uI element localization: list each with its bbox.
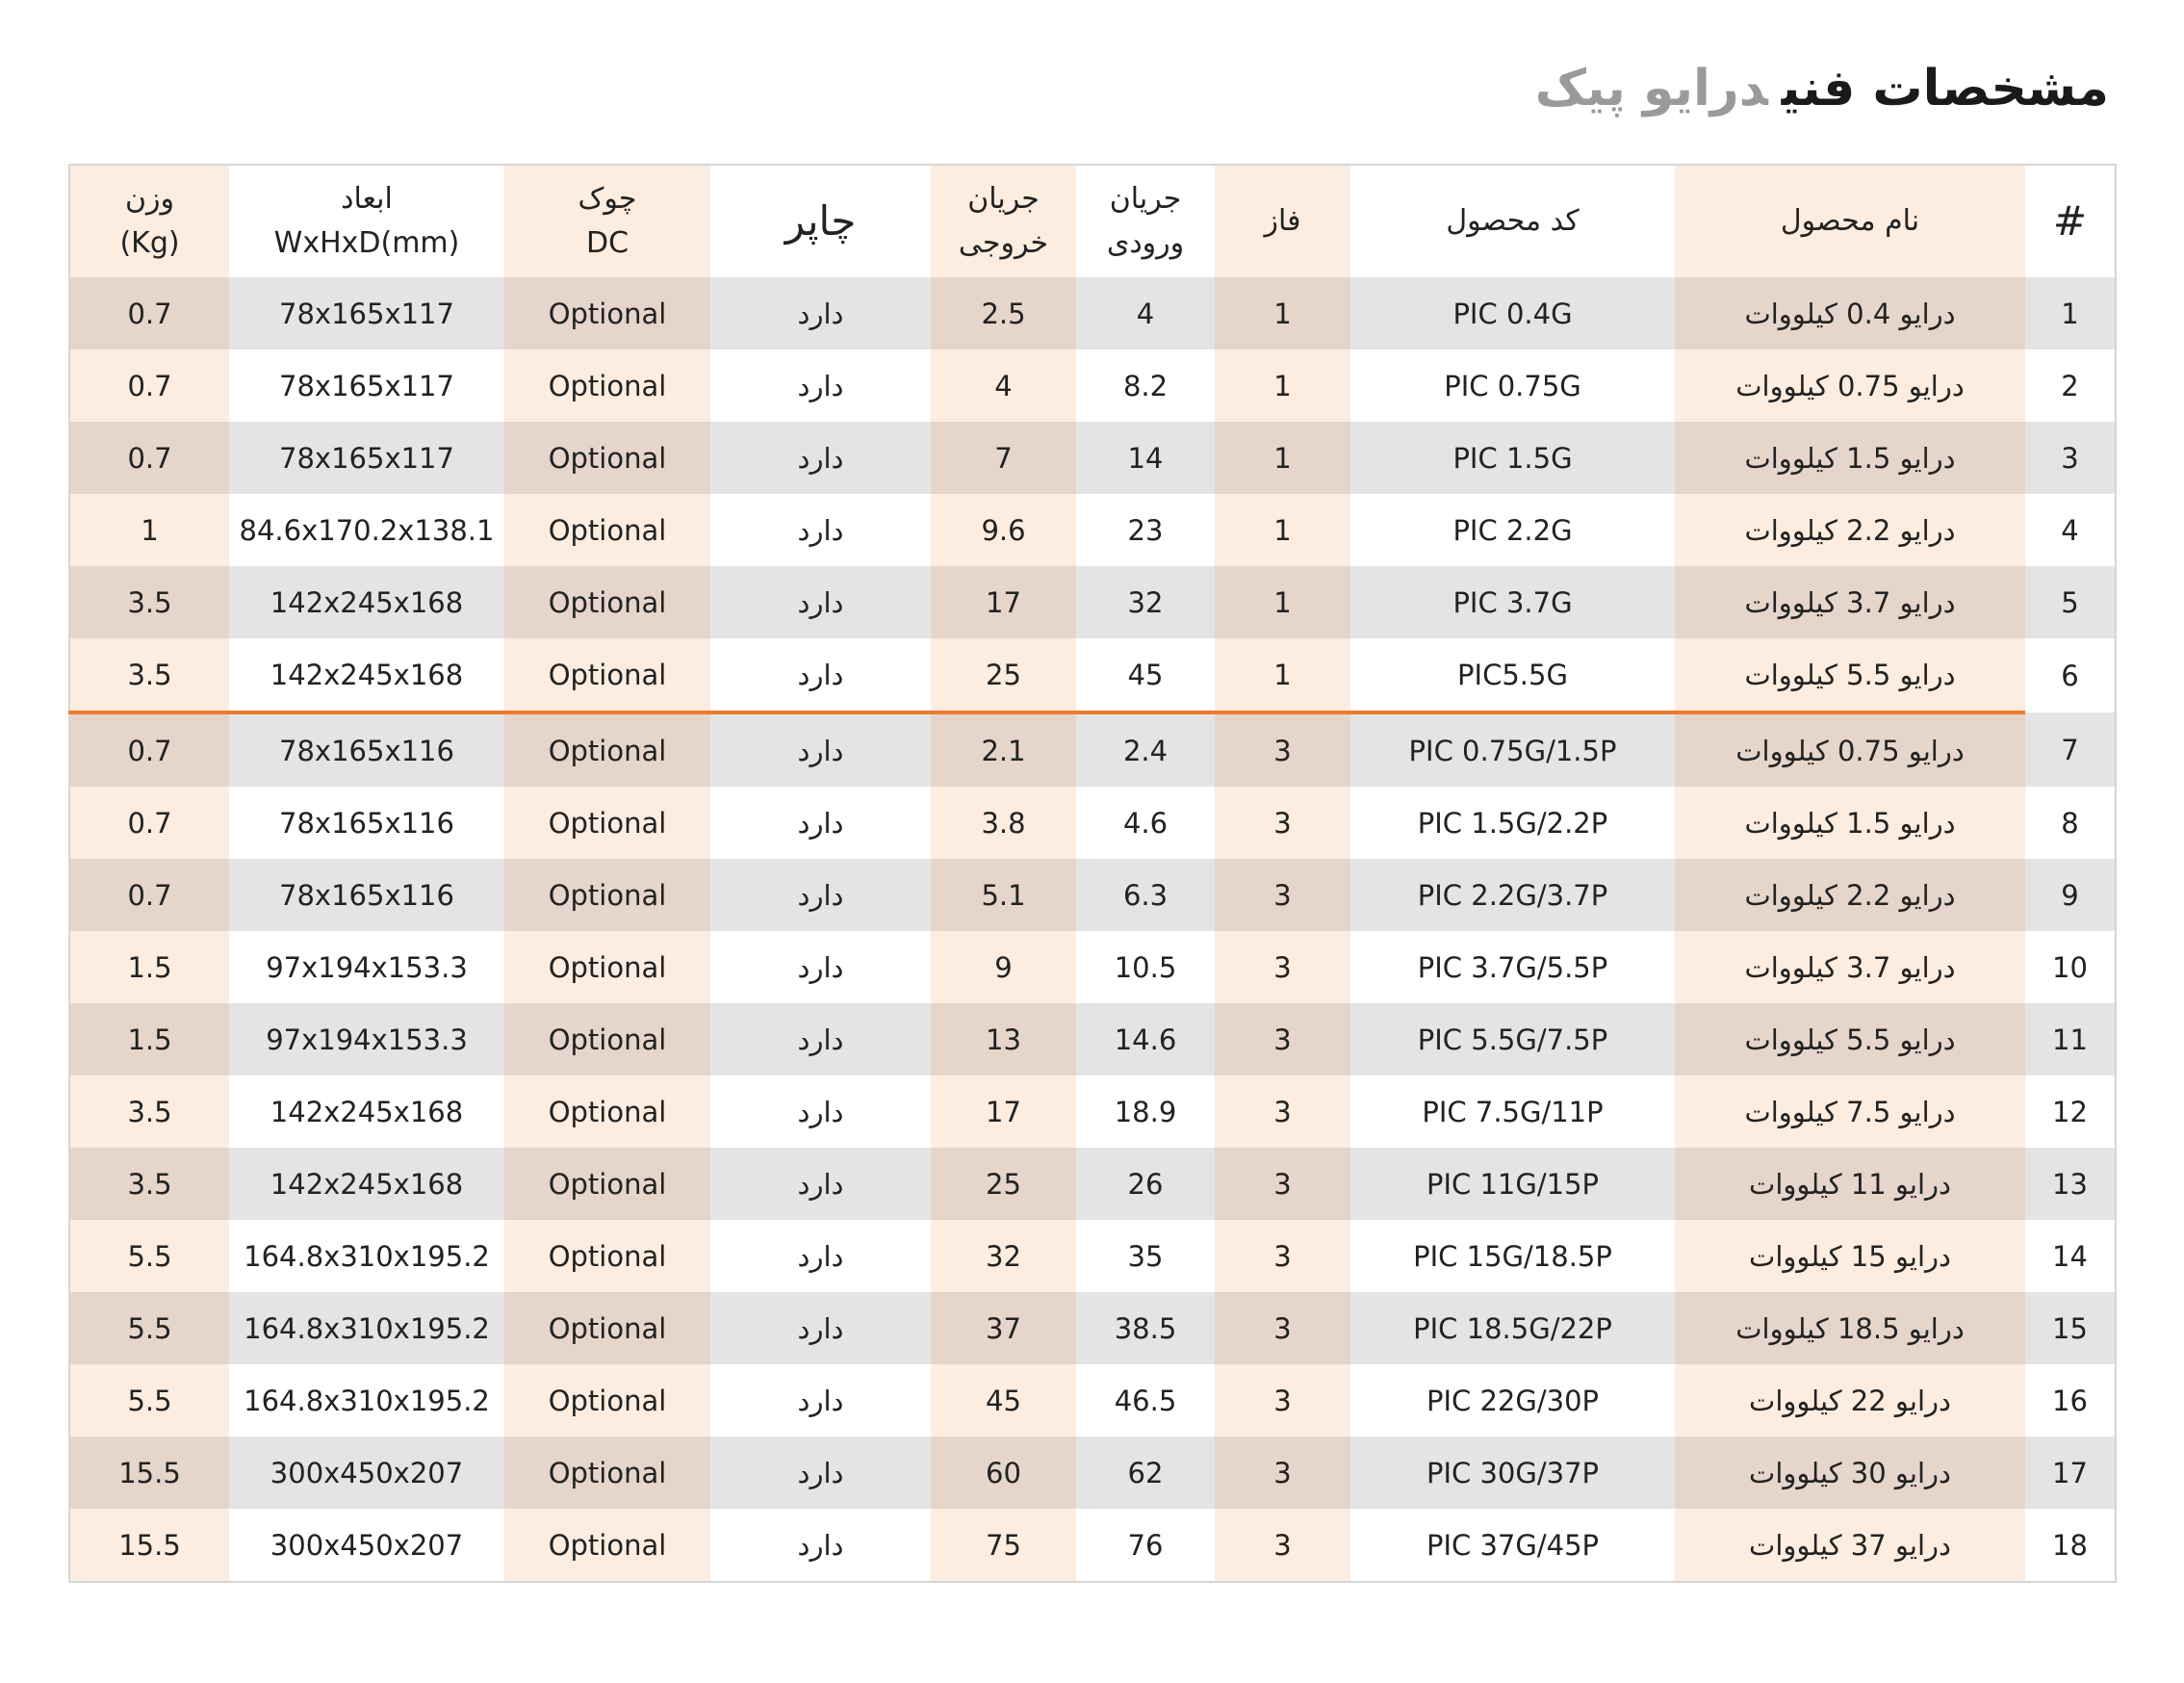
cell-phase: 3	[1215, 859, 1350, 931]
cell-weight: 0.7	[69, 859, 229, 931]
cell-product-code: PIC 2.2G	[1350, 494, 1675, 566]
cell-index: 1	[2025, 277, 2116, 350]
header-product-code: کد محصول	[1350, 165, 1675, 277]
cell-dimensions: 142x245x168	[229, 638, 504, 712]
cell-index: 4	[2025, 494, 2116, 566]
table-row	[69, 1148, 2116, 1220]
cell-product-name: درایو 5.5 کیلووات	[1675, 1003, 2025, 1075]
cell-dimensions: 164.8x310x195.2	[229, 1292, 504, 1364]
cell-output-current: 2.5	[931, 277, 1076, 350]
cell-phase: 3	[1215, 1003, 1350, 1075]
cell-product-code: PIC 15G/18.5P	[1350, 1220, 1675, 1292]
cell-index: 15	[2025, 1292, 2116, 1364]
cell-chopper: دارد	[710, 350, 931, 422]
cell-index: 2	[2025, 350, 2116, 422]
cell-input-current: 38.5	[1076, 1292, 1215, 1364]
header-input-current: جریان ورودی	[1076, 165, 1215, 277]
cell-product-name: درایو 30 کیلووات	[1675, 1437, 2025, 1509]
cell-output-current: 25	[931, 638, 1076, 712]
cell-dimensions: 84.6x170.2x138.1	[229, 494, 504, 566]
cell-dc-choke: Optional	[504, 638, 710, 712]
cell-input-current: 14	[1076, 422, 1215, 494]
cell-chopper: دارد	[710, 566, 931, 638]
cell-weight: 0.7	[69, 350, 229, 422]
cell-product-code: PIC 30G/37P	[1350, 1437, 1675, 1509]
cell-phase: 1	[1215, 350, 1350, 422]
cell-input-current: 76	[1076, 1509, 1215, 1582]
table-body	[69, 277, 2116, 1582]
cell-chopper: دارد	[710, 1364, 931, 1437]
cell-product-code: PIC 0.75G/1.5P	[1350, 712, 1675, 787]
cell-chopper: دارد	[710, 1148, 931, 1220]
cell-chopper: دارد	[710, 638, 931, 712]
cell-product-name: درایو 5.5 کیلووات	[1675, 638, 2025, 712]
header-phase: فاز	[1215, 165, 1350, 277]
cell-output-current: 60	[931, 1437, 1076, 1509]
spec-table	[68, 164, 2117, 1583]
cell-phase: 3	[1215, 1148, 1350, 1220]
table-row	[69, 350, 2116, 422]
cell-dimensions: 142x245x168	[229, 566, 504, 638]
cell-product-name: درایو 11 کیلووات	[1675, 1148, 2025, 1220]
header-dimensions: ابعاد WxHxD(mm)	[229, 165, 504, 277]
cell-weight: 3.5	[69, 1075, 229, 1148]
header-row	[69, 165, 2116, 277]
cell-chopper: دارد	[710, 1437, 931, 1509]
header-output-current: جریان خروجی	[931, 165, 1076, 277]
cell-dc-choke: Optional	[504, 1509, 710, 1582]
table-row	[69, 277, 2116, 350]
cell-dimensions: 78x165x117	[229, 277, 504, 350]
cell-product-code: PIC 37G/45P	[1350, 1509, 1675, 1582]
cell-chopper: دارد	[710, 859, 931, 931]
cell-dimensions: 142x245x168	[229, 1075, 504, 1148]
cell-input-current: 62	[1076, 1437, 1215, 1509]
cell-product-name: درایو 0.75 کیلووات	[1675, 350, 2025, 422]
cell-phase: 1	[1215, 638, 1350, 712]
cell-input-current: 26	[1076, 1148, 1215, 1220]
cell-input-current: 14.6	[1076, 1003, 1215, 1075]
cell-input-current: 45	[1076, 638, 1215, 712]
cell-dimensions: 78x165x116	[229, 787, 504, 859]
cell-dc-choke: Optional	[504, 1364, 710, 1437]
cell-product-code: PIC 0.75G	[1350, 350, 1675, 422]
cell-output-current: 25	[931, 1148, 1076, 1220]
cell-product-code: PIC 11G/15P	[1350, 1148, 1675, 1220]
cell-chopper: دارد	[710, 1220, 931, 1292]
cell-index: 11	[2025, 1003, 2116, 1075]
cell-index: 18	[2025, 1509, 2116, 1582]
cell-dc-choke: Optional	[504, 1148, 710, 1220]
cell-product-code: PIC5.5G	[1350, 638, 1675, 712]
cell-dimensions: 164.8x310x195.2	[229, 1220, 504, 1292]
cell-chopper: دارد	[710, 494, 931, 566]
table-row	[69, 859, 2116, 931]
title-brand: درایو پیک	[1534, 60, 1768, 117]
cell-dc-choke: Optional	[504, 422, 710, 494]
cell-dimensions: 300x450x207	[229, 1437, 504, 1509]
cell-weight: 1	[69, 494, 229, 566]
cell-product-code: PIC 18.5G/22P	[1350, 1292, 1675, 1364]
cell-product-code: PIC 2.2G/3.7P	[1350, 859, 1675, 931]
cell-dc-choke: Optional	[504, 277, 710, 350]
cell-output-current: 4	[931, 350, 1076, 422]
cell-dc-choke: Optional	[504, 1220, 710, 1292]
page-title	[1535, 60, 2109, 117]
cell-product-code: PIC 3.7G	[1350, 566, 1675, 638]
cell-index: 14	[2025, 1220, 2116, 1292]
table-row	[69, 1003, 2116, 1075]
title-main: مشخصات فنی	[1781, 60, 2109, 117]
header-weight: وزن (Kg)	[69, 165, 229, 277]
header-index: #	[2025, 165, 2116, 277]
table-row	[69, 1292, 2116, 1364]
table-row	[69, 931, 2116, 1003]
cell-chopper: دارد	[710, 1075, 931, 1148]
cell-output-current: 17	[931, 566, 1076, 638]
cell-input-current: 23	[1076, 494, 1215, 566]
cell-product-name: درایو 0.4 کیلووات	[1675, 277, 2025, 350]
cell-dimensions: 78x165x117	[229, 422, 504, 494]
cell-input-current: 46.5	[1076, 1364, 1215, 1437]
cell-index: 3	[2025, 422, 2116, 494]
cell-weight: 1.5	[69, 1003, 229, 1075]
header-dc-choke: چوک DC	[504, 165, 710, 277]
cell-dc-choke: Optional	[504, 1075, 710, 1148]
cell-input-current: 8.2	[1076, 350, 1215, 422]
cell-weight: 5.5	[69, 1220, 229, 1292]
table-row	[69, 1509, 2116, 1582]
header-product-name: نام محصول	[1675, 165, 2025, 277]
cell-dc-choke: Optional	[504, 1003, 710, 1075]
cell-chopper: دارد	[710, 1292, 931, 1364]
cell-dc-choke: Optional	[504, 566, 710, 638]
table-row	[69, 566, 2116, 638]
cell-product-code: PIC 7.5G/11P	[1350, 1075, 1675, 1148]
cell-product-code: PIC 22G/30P	[1350, 1364, 1675, 1437]
table-row	[69, 712, 2116, 787]
cell-dc-choke: Optional	[504, 350, 710, 422]
cell-index: 10	[2025, 931, 2116, 1003]
cell-weight: 0.7	[69, 712, 229, 787]
cell-input-current: 35	[1076, 1220, 1215, 1292]
cell-phase: 1	[1215, 566, 1350, 638]
cell-dimensions: 78x165x116	[229, 859, 504, 931]
cell-dc-choke: Optional	[504, 931, 710, 1003]
cell-input-current: 32	[1076, 566, 1215, 638]
cell-weight: 3.5	[69, 566, 229, 638]
cell-phase: 3	[1215, 787, 1350, 859]
cell-product-name: درایو 1.5 کیلووات	[1675, 787, 2025, 859]
cell-weight: 0.7	[69, 787, 229, 859]
cell-dc-choke: Optional	[504, 494, 710, 566]
cell-product-code: PIC 1.5G	[1350, 422, 1675, 494]
cell-index: 12	[2025, 1075, 2116, 1148]
cell-output-current: 45	[931, 1364, 1076, 1437]
cell-phase: 1	[1215, 422, 1350, 494]
cell-phase: 3	[1215, 1364, 1350, 1437]
table-row	[69, 1364, 2116, 1437]
cell-weight: 15.5	[69, 1437, 229, 1509]
cell-chopper: دارد	[710, 277, 931, 350]
cell-chopper: دارد	[710, 422, 931, 494]
table-row	[69, 1220, 2116, 1292]
cell-output-current: 37	[931, 1292, 1076, 1364]
cell-product-name: درایو 18.5 کیلووات	[1675, 1292, 2025, 1364]
cell-input-current: 4	[1076, 277, 1215, 350]
cell-weight: 3.5	[69, 1148, 229, 1220]
cell-phase: 3	[1215, 1220, 1350, 1292]
cell-output-current: 7	[931, 422, 1076, 494]
cell-product-name: درایو 0.75 کیلووات	[1675, 712, 2025, 787]
cell-phase: 3	[1215, 1075, 1350, 1148]
cell-weight: 5.5	[69, 1364, 229, 1437]
cell-phase: 3	[1215, 1509, 1350, 1582]
cell-weight: 5.5	[69, 1292, 229, 1364]
table-row	[69, 494, 2116, 566]
table-row	[69, 787, 2116, 859]
cell-product-name: درایو 2.2 کیلووات	[1675, 859, 2025, 931]
header-chopper: چاپر	[710, 165, 931, 277]
cell-product-code: PIC 0.4G	[1350, 277, 1675, 350]
cell-output-current: 75	[931, 1509, 1076, 1582]
cell-product-name: درایو 2.2 کیلووات	[1675, 494, 2025, 566]
table-row	[69, 422, 2116, 494]
cell-phase: 3	[1215, 1292, 1350, 1364]
cell-dimensions: 97x194x153.3	[229, 931, 504, 1003]
table-row	[69, 638, 2116, 712]
cell-index: 13	[2025, 1148, 2116, 1220]
cell-product-name: درایو 37 کیلووات	[1675, 1509, 2025, 1582]
cell-dimensions: 97x194x153.3	[229, 1003, 504, 1075]
cell-input-current: 18.9	[1076, 1075, 1215, 1148]
cell-phase: 1	[1215, 277, 1350, 350]
cell-product-name: درایو 3.7 کیلووات	[1675, 566, 2025, 638]
cell-dc-choke: Optional	[504, 859, 710, 931]
cell-dimensions: 78x165x117	[229, 350, 504, 422]
cell-output-current: 9	[931, 931, 1076, 1003]
cell-index: 8	[2025, 787, 2116, 859]
cell-phase: 1	[1215, 494, 1350, 566]
cell-weight: 3.5	[69, 638, 229, 712]
cell-weight: 0.7	[69, 422, 229, 494]
cell-index: 5	[2025, 566, 2116, 638]
cell-product-code: PIC 5.5G/7.5P	[1350, 1003, 1675, 1075]
cell-product-name: درایو 3.7 کیلووات	[1675, 931, 2025, 1003]
cell-chopper: دارد	[710, 1003, 931, 1075]
cell-weight: 0.7	[69, 277, 229, 350]
cell-product-name: درایو 22 کیلووات	[1675, 1364, 2025, 1437]
cell-dc-choke: Optional	[504, 787, 710, 859]
cell-output-current: 5.1	[931, 859, 1076, 931]
cell-chopper: دارد	[710, 931, 931, 1003]
cell-output-current: 13	[931, 1003, 1076, 1075]
cell-index: 6	[2025, 638, 2116, 712]
table-row	[69, 1075, 2116, 1148]
table-row	[69, 1437, 2116, 1509]
cell-phase: 3	[1215, 712, 1350, 787]
cell-input-current: 10.5	[1076, 931, 1215, 1003]
cell-index: 16	[2025, 1364, 2116, 1437]
cell-product-name: درایو 1.5 کیلووات	[1675, 422, 2025, 494]
cell-index: 9	[2025, 859, 2116, 931]
cell-index: 7	[2025, 712, 2116, 787]
cell-product-code: PIC 3.7G/5.5P	[1350, 931, 1675, 1003]
cell-product-name: درایو 15 کیلووات	[1675, 1220, 2025, 1292]
cell-output-current: 3.8	[931, 787, 1076, 859]
cell-input-current: 4.6	[1076, 787, 1215, 859]
cell-output-current: 2.1	[931, 712, 1076, 787]
cell-chopper: دارد	[710, 712, 931, 787]
cell-output-current: 9.6	[931, 494, 1076, 566]
cell-input-current: 6.3	[1076, 859, 1215, 931]
cell-index: 17	[2025, 1437, 2116, 1509]
cell-chopper: دارد	[710, 787, 931, 859]
cell-input-current: 2.4	[1076, 712, 1215, 787]
cell-product-code: PIC 1.5G/2.2P	[1350, 787, 1675, 859]
cell-phase: 3	[1215, 931, 1350, 1003]
cell-phase: 3	[1215, 1437, 1350, 1509]
cell-dc-choke: Optional	[504, 1437, 710, 1509]
cell-chopper: دارد	[710, 1509, 931, 1582]
cell-dc-choke: Optional	[504, 712, 710, 787]
cell-weight: 1.5	[69, 931, 229, 1003]
cell-dimensions: 142x245x168	[229, 1148, 504, 1220]
cell-output-current: 32	[931, 1220, 1076, 1292]
cell-dimensions: 300x450x207	[229, 1509, 504, 1582]
cell-output-current: 17	[931, 1075, 1076, 1148]
cell-dimensions: 164.8x310x195.2	[229, 1364, 504, 1437]
cell-dimensions: 78x165x116	[229, 712, 504, 787]
cell-weight: 15.5	[69, 1509, 229, 1582]
cell-product-name: درایو 7.5 کیلووات	[1675, 1075, 2025, 1148]
cell-dc-choke: Optional	[504, 1292, 710, 1364]
